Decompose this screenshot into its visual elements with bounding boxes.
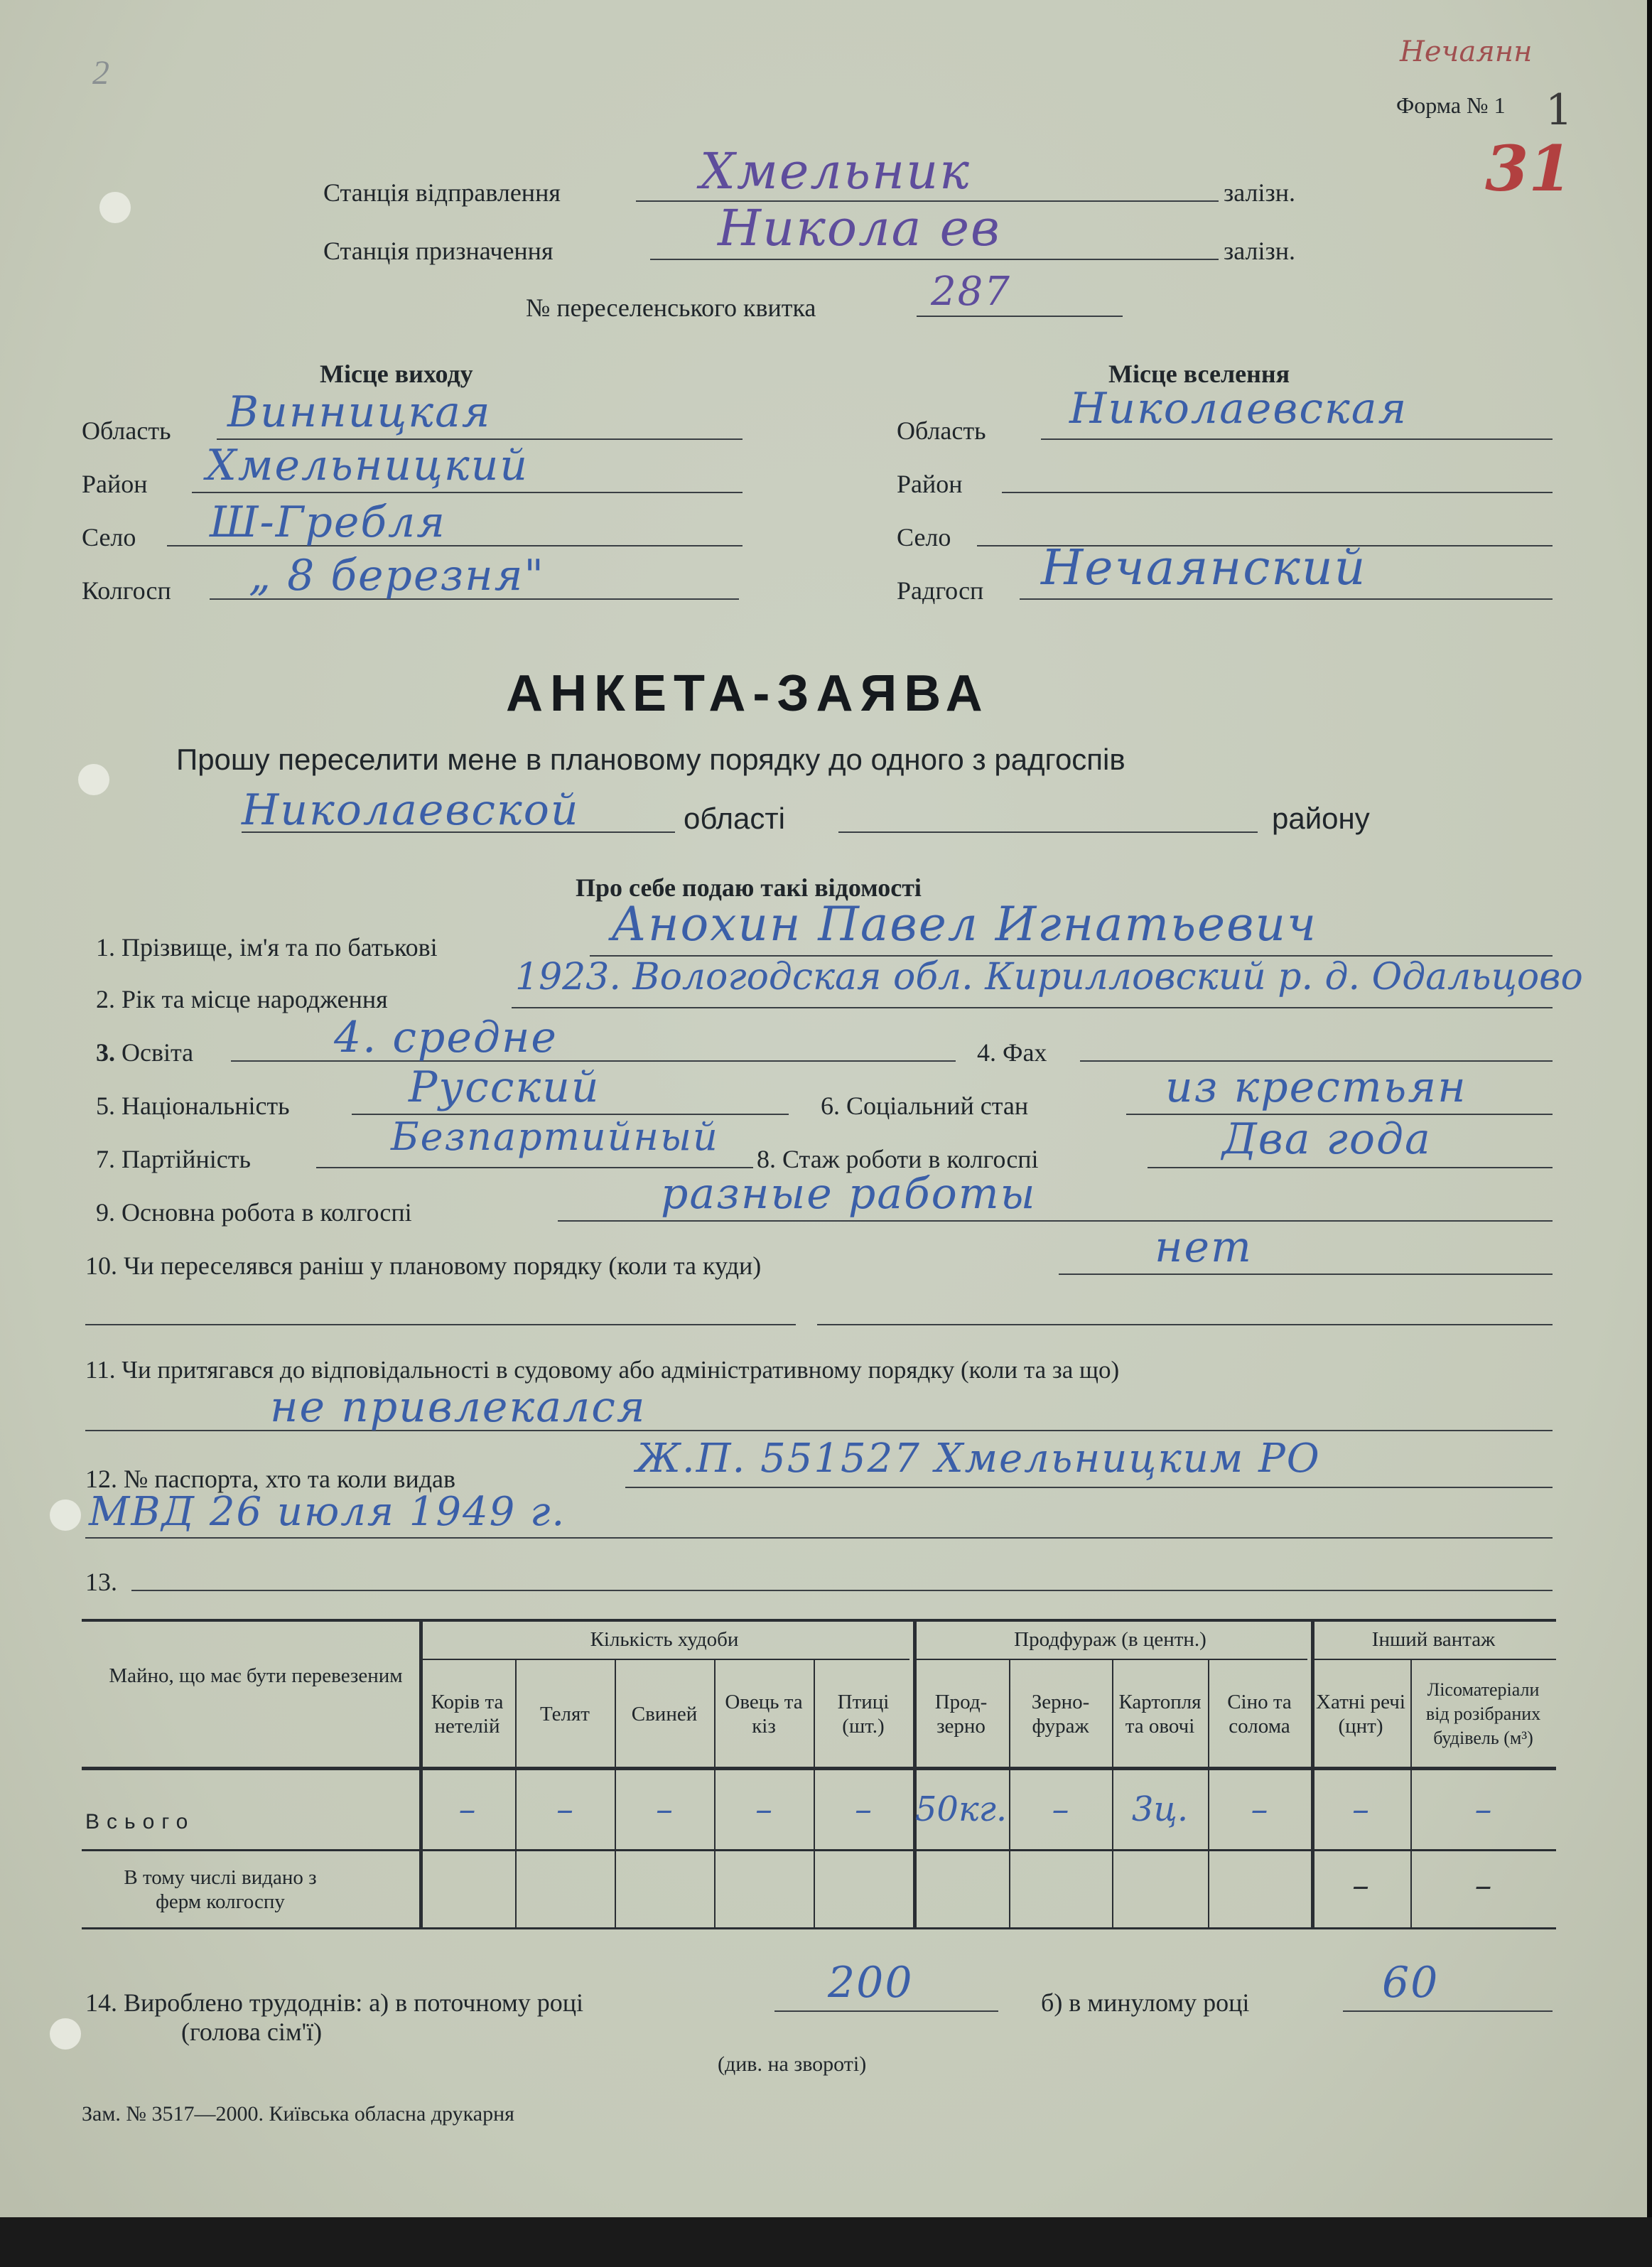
q11-label: 11. Чи притягався до відповідальності в судовому або адміністративному порядку (коли та за що) (85, 1356, 1120, 1384)
q12-line-2 (85, 1537, 1553, 1539)
punch-hole-bottom (50, 2018, 81, 2050)
destination-oblast-value: Николаевская (1069, 384, 1408, 434)
table-total-cell: 3ц. (1131, 1789, 1189, 1829)
q2-label: 2. Рік та місце народження (96, 985, 388, 1013)
table-row-header: Майно, що має бути перевезеним (109, 1664, 403, 1687)
departure-value: Хмельник (700, 142, 971, 200)
group-livestock-rule (419, 1659, 909, 1660)
destination-value: Никола ев (718, 199, 1001, 257)
destination-selo-label: Село (897, 523, 951, 551)
origin-raion-line (192, 492, 743, 493)
q13-line (131, 1590, 1553, 1591)
table-col-divider (419, 1622, 423, 1929)
table-header-rule (82, 1767, 1556, 1770)
q2-value: 1923. Вологодская обл. Кирилловский р. д. Одальцово (515, 956, 1583, 998)
table-farm-cell: – (1474, 1865, 1492, 1905)
q6-label: 6. Соціальний стан (821, 1092, 1029, 1120)
punch-hole-middle (78, 764, 109, 795)
q7-value: Безпартийный (391, 1114, 719, 1159)
table-total-rule (82, 1849, 1556, 1851)
form-number: Форма № 1 (1396, 92, 1506, 118)
group-fodder-header: Продфураж (в центн.) (1014, 1628, 1206, 1651)
destination-oblast-line (1041, 438, 1553, 440)
table-col-header: Свиней (631, 1703, 698, 1725)
table-total-cell: – (855, 1789, 872, 1829)
workdays-note: (голова сім'ї) (181, 2018, 323, 2046)
ticket-line (917, 316, 1123, 317)
table-total-label: Всього (85, 1810, 195, 1833)
q9-line (558, 1220, 1553, 1222)
q6-value: из крестьян (1165, 1062, 1467, 1112)
q8-label: 8. Стаж роботи в колгоспі (757, 1145, 1039, 1173)
destination-label: Станція призначення (323, 237, 554, 265)
q1-value: Анохин Павел Игнатьевич (611, 897, 1318, 952)
q8-line (1148, 1167, 1553, 1168)
table-col-header: Зерно-фураж (1031, 1691, 1090, 1738)
departure-rail: залізн. (1224, 178, 1295, 207)
destination-radhosp-line (1020, 598, 1553, 600)
group-livestock-header: Кількість худоби (590, 1628, 739, 1651)
about-heading: Про себе подаю такі відомості (576, 873, 922, 902)
punch-hole-top (99, 192, 131, 223)
red-number: 31 (1485, 131, 1572, 205)
table-total-cell: 50кг. (914, 1789, 1008, 1829)
q7-label: 7. Партійність (96, 1145, 251, 1173)
q11-value: не привлекался (270, 1382, 647, 1432)
table-col-header: Телят (540, 1703, 590, 1725)
destination-line (650, 259, 1219, 260)
q5-label: 5. Національність (96, 1092, 290, 1120)
workdays-current-value: 200 (828, 1958, 914, 2008)
workdays-current-line (774, 2010, 998, 2012)
ticket-value: 287 (931, 269, 1011, 315)
origin-raion-value: Хмельницкий (206, 441, 529, 490)
table-total-cell: – (656, 1789, 673, 1829)
table-top-rule (82, 1619, 1556, 1622)
q12-line (625, 1487, 1553, 1488)
table-col-header: Овець та кіз (725, 1691, 803, 1738)
sheet-number: 1 (1545, 85, 1573, 135)
printer-line: Зам. № 3517—2000. Київська обласна друкарня (82, 2102, 514, 2126)
origin-raion-label: Район (82, 470, 148, 498)
request-oblast-word: області (684, 802, 785, 835)
origin-kolhosp-label: Колгосп (82, 576, 171, 605)
origin-kolhosp-value: „ 8 березня" (249, 551, 546, 601)
q1-label: 1. Прізвище, ім'я та по батькові (96, 933, 438, 962)
table-total-cell: – (1474, 1789, 1492, 1829)
q12-value: Ж.П. 551527 Хмельницким РО (636, 1436, 1321, 1482)
q9-value: разные работы (661, 1169, 1037, 1219)
table-col-header: Прод-зерно (934, 1691, 988, 1738)
q3-value: 4. средне (334, 1013, 558, 1062)
origin-selo-label: Село (82, 523, 136, 551)
top-left-mark: 2 (92, 54, 109, 92)
q10-label: 10. Чи переселявся раніш у плановому порядку (коли та куди) (85, 1251, 762, 1280)
top-right-note: Нечаянн (1400, 36, 1533, 68)
workdays-prev-value: 60 (1382, 1958, 1440, 2008)
table-col-divider (913, 1622, 917, 1929)
table-col-header: Сіно та солома (1227, 1691, 1292, 1738)
q3-label: 3. Освіта (96, 1038, 194, 1067)
q10-line-2a (85, 1324, 796, 1325)
q10-value: нет (1155, 1222, 1253, 1272)
q8-value: Два года (1222, 1114, 1432, 1164)
table-farm-label: В тому числі видано з ферм колгоспу (124, 1866, 317, 1913)
q4-label: 4. Фах (977, 1038, 1047, 1067)
destination-radhosp-value: Нечаянский (1041, 540, 1367, 596)
group-other-header: Інший вантаж (1371, 1628, 1496, 1651)
scan-edge (0, 2217, 1652, 2267)
form-title: АНКЕТА-ЗАЯВА (506, 665, 990, 722)
request-raion-word: району (1272, 802, 1370, 835)
table-total-cell: – (755, 1789, 772, 1829)
request-line: Прошу переселити мене в плановому порядку до одного з радгоспів (176, 743, 1125, 776)
origin-oblast-line (217, 438, 743, 440)
table-col-header: Птиці (шт.) (837, 1691, 890, 1738)
q5-value: Русский (409, 1062, 600, 1112)
origin-oblast-value: Винницкая (227, 387, 492, 437)
table-total-cell: – (458, 1789, 476, 1829)
group-fodder-rule (913, 1659, 1307, 1660)
table-bottom-rule (82, 1927, 1556, 1929)
ticket-label: № переселенського квитка (526, 294, 816, 322)
q9-label: 9. Основна робота в колгоспі (96, 1198, 412, 1227)
destination-rail: залізн. (1224, 237, 1295, 265)
table-col-header: Хатні речі (цнт) (1316, 1691, 1405, 1738)
q10-line-2b (817, 1324, 1553, 1325)
destination-heading: Місце вселення (1108, 360, 1290, 388)
reverse-note: (див. на звороті) (718, 2052, 867, 2076)
origin-oblast-label: Область (82, 416, 171, 445)
q4-line (1080, 1060, 1553, 1062)
group-other-rule (1311, 1659, 1556, 1660)
punch-hole-lower (50, 1499, 81, 1531)
q13-label: 13. (85, 1568, 117, 1596)
origin-selo-value: Ш-Гребля (210, 497, 446, 547)
q10-line (1059, 1273, 1553, 1275)
q2-line (512, 1007, 1553, 1008)
destination-oblast-label: Область (897, 416, 986, 445)
request-oblast-value: Николаевской (242, 785, 580, 835)
destination-raion-label: Район (897, 470, 963, 498)
workdays-prev-line (1343, 2010, 1553, 2012)
destination-raion-line (1002, 492, 1553, 493)
table-col-header: Корів та нетелій (431, 1691, 504, 1738)
table-col-header: Лісоматеріали від розібраних будівель (м³) (1425, 1679, 1541, 1748)
request-raion-line (838, 831, 1258, 833)
table-total-cell: – (1052, 1789, 1069, 1829)
table-total-cell: – (1251, 1789, 1268, 1829)
table-farm-cell: – (1352, 1865, 1369, 1905)
q7-line (316, 1167, 753, 1168)
table-col-header: Картопля та овочі (1118, 1691, 1202, 1738)
workdays-prev-label: б) в минулому році (1041, 1988, 1250, 2017)
departure-label: Станція відправлення (323, 178, 561, 207)
destination-radhosp-label: Радгосп (897, 576, 984, 605)
table-total-cell: – (556, 1789, 573, 1829)
workdays-label: 14. Вироблено трудоднів: а) в поточному році (85, 1988, 584, 2017)
origin-heading: Місце виходу (320, 360, 473, 388)
q12-label: 12. № паспорта, хто та коли видав (85, 1465, 455, 1493)
q12-value-2: МВД 26 июля 1949 г. (89, 1489, 566, 1535)
table-total-cell: – (1352, 1789, 1369, 1829)
